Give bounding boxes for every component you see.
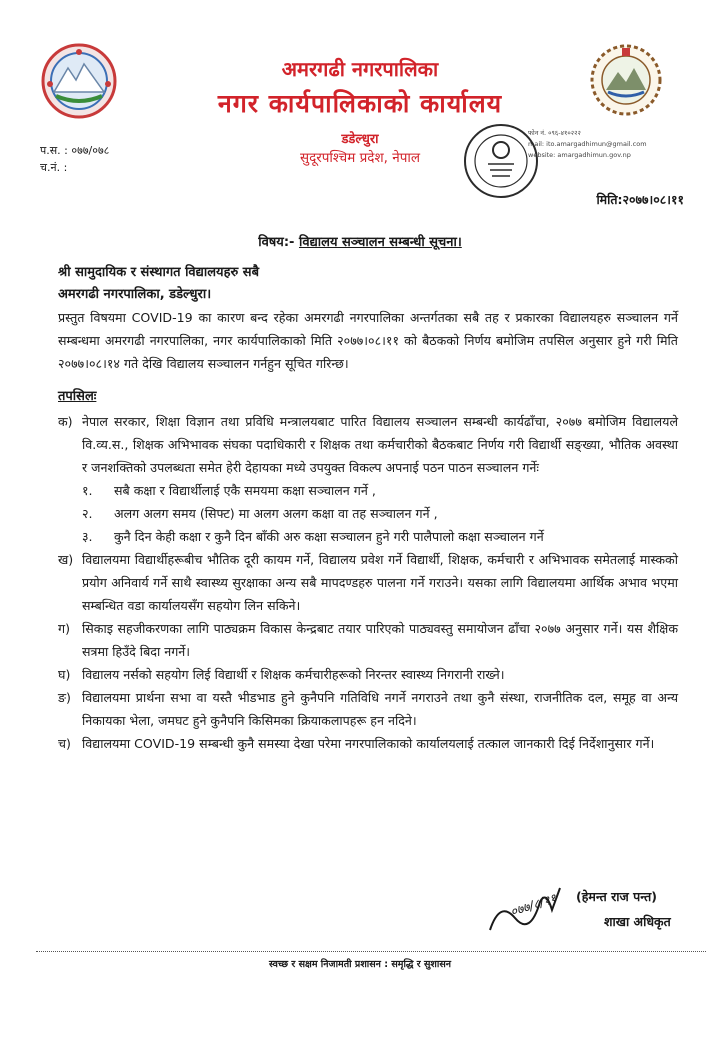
list-item	[58, 686, 678, 732]
item-marker: ङ)	[58, 690, 71, 705]
intro-paragraph: प्रस्तुत विषयमा COVID-19 का कारण बन्द रहेका अमरगढी नगरपालिका अन्तर्गतका सबै तह र प्रकारका विद्यालयहरु सञ्चालन गर्ने सम्बन्धमा अमरगढी नगरपालिका, नगर कार्यपालिकाको मिति २०७७।०८।११ को बैठकको निर्णय बमोजिम तपसिल अनुसार हुने गरी मिति २०७७।०८।१४ गते देखि विद्यालय सञ्चालन गर्नहुन सूचित गरिन्छ।	[58, 310, 678, 371]
letter-date: मिति:२०७७।०८।११	[596, 192, 684, 207]
org-name-line2: नगर कार्यपालिकाको कार्यालय	[217, 89, 503, 118]
option-marker: ३.	[82, 529, 93, 544]
item-marker: ग)	[58, 621, 71, 636]
subject-line	[0, 232, 720, 250]
dispatch-number: च.नं. :	[40, 161, 68, 174]
option-marker: २.	[82, 506, 93, 521]
contact-email: mail: ito.amargadhimun@gmail.com	[528, 140, 647, 148]
signatory-name: (हेमन्त राज पन्त)	[576, 889, 657, 904]
addressee-line1: श्री सामुदायिक र संस्थागत विद्यालयहरु सबै	[58, 265, 259, 280]
option-item	[58, 479, 678, 502]
item-text: नेपाल सरकार, शिक्षा विज्ञान तथा प्रविधि मन्त्रालयबाट पारित विद्यालय सञ्चालन सम्बन्धी कार्यढाँचा, २०७७ बमोजिम विद्यालयले वि.व्य.स., शिक्षक अभिभावक संघका पदाधिकारी र शिक्षक तथा कर्मचारीको बैठकबाट निर्णय गरी विद्यार्थी सङ्ख्या, भौतिक अवस्था र जनशक्तिको उपलब्धता समेत हेरी देहायका मध्ये उपयुक्त विकल्प अपनाई पठन पाठन सञ्चालन गर्नेः	[82, 414, 678, 475]
contact-block	[528, 128, 647, 161]
contact-phone: फोन नं. ०९६-४१०२२२	[528, 129, 581, 137]
option-text: अलग अलग समय (सिफ्ट) मा अलग अलग कक्षा वा तह सञ्चालन गर्ने ,	[114, 506, 438, 521]
official-stamp-icon	[460, 120, 542, 202]
list-item	[58, 617, 678, 663]
district-name: डडेल्धुरा	[341, 132, 379, 147]
footer-motto: स्वच्छ र सक्षम निजामती प्रशासन : समृद्धि र सुशासन	[268, 959, 452, 970]
footer-divider	[36, 951, 706, 952]
signatory-title: शाखा अधिकृत	[604, 914, 671, 929]
reference-block	[40, 142, 109, 176]
reference-number: प.स. : ०७७/०७८	[40, 144, 110, 157]
option-item	[58, 525, 678, 548]
option-item	[58, 502, 678, 525]
subject-prefix: विषय:-	[258, 235, 295, 250]
option-text: सबै कक्षा र विद्यार्थीलाई एकै समयमा कक्षा सञ्चालन गर्ने ,	[114, 483, 376, 498]
item-marker: च)	[58, 736, 71, 751]
details-heading: तपसिलः	[58, 389, 97, 404]
item-text: सिकाइ सहजीकरणका लागि पाठ्यक्रम विकास केन्द्रबाट तयार पारिएको पाठ्यवस्तु समायोजन ढाँचा २०७७ अनुसार गर्ने। यस शैक्षिक सत्रमा हिउँदे बिदा नगर्ने।	[82, 621, 678, 659]
addressee-block	[58, 262, 259, 306]
list-item	[58, 663, 678, 686]
subject-text: विद्यालय सञ्चालन सम्बन्धी सूचना।	[298, 235, 462, 250]
item-marker: घ)	[58, 667, 71, 682]
contact-website: website: amargadhimun.gov.np	[528, 151, 631, 159]
list-item	[58, 410, 678, 479]
option-marker: १.	[82, 483, 93, 498]
item-text: विद्यालयमा प्रार्थना सभा वा यस्तै भीडभाड हुने कुनैपनि गतिविधि नगर्ने नगराउने तथा कुनै संस्था, राजनीतिक दल, समूह वा अन्य निकायका भेला, जमघट हुने कुनैपनि किसिमका क्रियाकलापहरू हन नदिने।	[82, 690, 678, 728]
signature-date: ०७७/८/११	[508, 890, 559, 920]
item-text: विद्यालयमा विद्यार्थीहरूबीच भौतिक दूरी कायम गर्ने, विद्यालय प्रवेश गर्ने विद्यार्थी, शिक्षक, कर्मचारी र अभिभावक समेतलाई मास्कको प्रयोग अनिवार्य गर्ने साथै स्वास्थ्य सुरक्षाका अन्य सबै मापदण्डहरु पालना गर्ने गराउने। यसका लागि विद्यालयमा आर्थिक अभाव भएमा सम्बन्धित वडा कार्यालयसँग सहयोग लिन सकिने।	[82, 552, 678, 613]
org-name-line1: अमरगढी नगरपालिका	[281, 57, 439, 81]
item-marker: क)	[58, 414, 73, 429]
list-item	[58, 732, 678, 755]
list-item	[58, 548, 678, 617]
province-name: सुदूरपश्चिम प्रदेश, नेपाल	[299, 150, 421, 166]
option-text: कुनै दिन केही कक्षा र कुनै दिन बाँकी अरु कक्षा सञ्चालन हुने गरी पालैपालो कक्षा सञ्चालन गर्ने	[114, 529, 544, 544]
item-marker: ख)	[58, 552, 74, 567]
item-text: विद्यालय नर्सको सहयोग लिई विद्यार्थी र शिक्षक कर्मचारीहरूको निरन्तर स्वास्थ्य निगरानी राख्ने।	[82, 667, 505, 682]
item-text: विद्यालयमा COVID-19 सम्बन्धी कुनै समस्या देखा परेमा नगरपालिकाको कार्यालयलाई तत्काल जानकारी दिई निर्देशानुसार गर्ने।	[82, 736, 655, 751]
details-list	[58, 410, 678, 755]
addressee-line2: अमरगढी नगरपालिका, डडेल्धुरा।	[58, 287, 212, 302]
